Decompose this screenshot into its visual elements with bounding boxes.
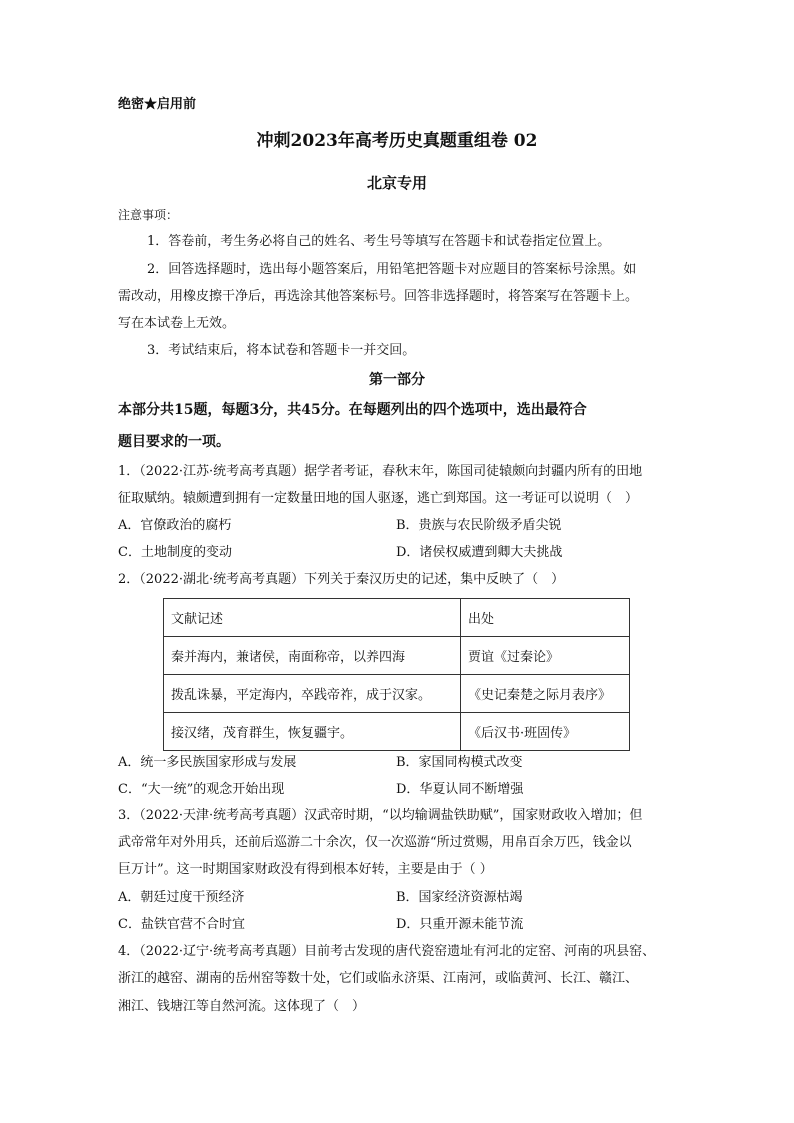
table-row <box>164 713 630 751</box>
q1-option-c: C．土地制度的变动 <box>118 545 232 560</box>
table-cell: 贾谊《过秦论》 <box>461 637 630 675</box>
q3-option-b: B．国家经济资源枯竭 <box>396 890 523 905</box>
table-header-row <box>164 599 630 637</box>
table-cell: 秦并海内，兼诸侯，南面称帝，以养四海 <box>164 637 461 675</box>
table-cell: 接汉绪，茂育群生，恢复疆宇。 <box>164 713 461 751</box>
notice-item-2-cont: 需改动，用橡皮擦干净后，再选涂其他答案标号。回答非选择题时，将答案写在答题卡上。 <box>118 289 639 304</box>
notice-item-1: 1．答卷前，考生务必将自己的姓名、考生号等填写在答题卡和试卷指定位置上。 <box>147 234 611 249</box>
q1-option-a: A．官僚政治的腐朽 <box>118 518 232 533</box>
notice-item-3: 3．考试结束后，将本试卷和答题卡一并交回。 <box>147 343 416 358</box>
secret-label: 绝密★启用前 <box>118 97 197 112</box>
table-cell: 《史记秦楚之际月表序》 <box>461 675 630 713</box>
q4-stem-line-3: 湘江、钱塘江等自然河流。这体现了（ ） <box>118 999 366 1014</box>
part-intro-line-1: 本部分共15题，每题3分，共45分。在每题列出的四个选项中，选出最符合 <box>118 402 587 418</box>
q4-stem-line-1: 4．（2022·辽宁·统考高考真题）目前考古发现的唐代瓷窑遗址有河北的定窑、河南的巩县窑、 <box>118 944 656 959</box>
q2-option-c: C．“大一统”的观念开始出现 <box>118 782 285 797</box>
q1-stem-line-2: 征取赋纳。辕颇遭到拥有一定数量田地的国人驱逐，逃亡到郑国。这一考证可以说明（ ） <box>118 491 639 506</box>
table-row <box>164 637 630 675</box>
q3-stem-line-3: 巨万计”。这一时期国家财政没有得到根本好转，主要是由于（ ） <box>118 862 493 877</box>
q3-option-a: A．朝廷过度干预经济 <box>118 890 245 905</box>
q2-option-a: A．统一多民族国家形成与发展 <box>118 755 297 770</box>
q3-stem-line-2: 武帝常年对外用兵，还前后巡游二十余次，仅一次巡游“所过赏赐，用帛百余万匹，钱金以 <box>118 835 632 850</box>
q3-option-d: D．只重开源未能节流 <box>396 917 524 932</box>
part-title: 第一部分 <box>369 372 425 388</box>
table-header-cell: 文献记述 <box>164 599 461 637</box>
notice-heading: 注意事项： <box>118 208 179 222</box>
q4-stem-line-2: 浙江的越窑、湖南的岳州窑等数十处，它们或临永济渠、江南河，或临黄河、长江、赣江、 <box>118 971 639 986</box>
part-intro-line-2: 题目要求的一项。 <box>118 434 230 450</box>
q2-source-table <box>163 598 630 751</box>
q1-option-b: B．贵族与农民阶级矛盾尖锐 <box>396 518 562 533</box>
notice-item-2: 2．回答选择题时，选出每小题答案后，用铅笔把答题卡对应题目的答案标号涂黑。如 <box>147 262 637 277</box>
q2-stem-line-1: 2．（2022·湖北·统考高考真题）下列关于秦汉历史的记述，集中反映了（ ） <box>118 572 565 587</box>
table-cell: 拨乱诛暴，平定海内，卒践帝祚，成于汉家。 <box>164 675 461 713</box>
q2-option-b: B．家国同构模式改变 <box>396 755 523 770</box>
q1-stem-line-1: 1．（2022·江苏·统考高考真题）据学者考证，春秋末年，陈国司徒辕颇向封疆内所有的田地 <box>118 464 643 479</box>
page-title: 冲刺2023年高考历史真题重组卷 02 <box>256 131 538 151</box>
table-row <box>164 675 630 713</box>
page-subtitle: 北京专用 <box>366 174 427 192</box>
notice-item-2-end: 写在本试卷上无效。 <box>118 316 236 331</box>
table-header-cell: 出处 <box>461 599 630 637</box>
q1-option-d: D．诸侯权威遭到卿大夫挑战 <box>396 545 563 560</box>
q3-option-c: C．盐铁官营不合时宜 <box>118 917 245 932</box>
q3-stem-line-1: 3．（2022·天津·统考高考真题）汉武帝时期，“以均输调盐铁助赋”，国家财政收入增加；但 <box>118 808 643 823</box>
q2-option-d: D．华夏认同不断增强 <box>396 782 524 797</box>
table-cell: 《后汉书·班固传》 <box>461 713 630 751</box>
